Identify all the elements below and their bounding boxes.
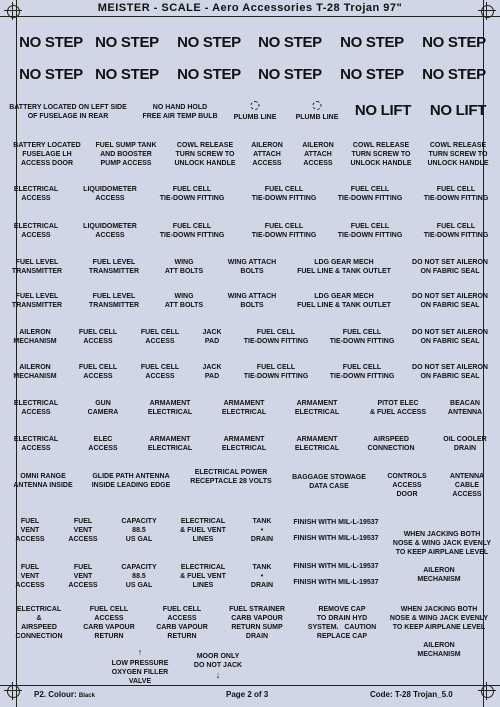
footer-page: Page 2 of 3	[226, 690, 269, 699]
arrow-down-icon: ↓	[215, 670, 221, 680]
fuel-cell-tie-decal: FUEL CELL TIE-DOWN FITTING	[423, 223, 489, 239]
glide-path-decal: GLIDE PATH ANTENNA INSIDE LEADING EDGE	[91, 473, 171, 489]
tank-drain-decal: TANK • DRAIN	[250, 518, 274, 543]
low-pressure-decal: LOW PRESSURE OXYGEN FILLER VALVE	[111, 660, 169, 685]
electrical-access-decal: ELECTRICAL ACCESS	[13, 436, 59, 452]
electrical-access-decal: ELECTRICAL ACCESS	[13, 400, 59, 416]
wing-attach-decal: WING ATTACH BOLTS	[227, 293, 277, 309]
top-border	[0, 16, 500, 17]
no-step-decal: NO STEP	[340, 66, 404, 83]
registration-mark-icon	[478, 682, 496, 700]
omni-range-decal: OMNI RANGE ANTENNA INSIDE	[13, 473, 73, 489]
fuel-sump-decal: FUEL SUMP TANK AND BOOSTER PUMP ACCESS	[95, 142, 157, 167]
plumb-line-decal: PLUMB LINE	[295, 114, 339, 121]
ldg-gear-decal: LDG GEAR MECH FUEL LINE & TANK OUTLET	[297, 259, 391, 275]
battery-decal: BATTERY LOCATED ON LEFT SIDE OF FUSELAGE IN REAR	[9, 104, 127, 120]
capacity-decal: CAPACITY 88.5 US GAL	[121, 518, 157, 543]
fuel-cell-access-decal: FUEL CELL ACCESS	[140, 364, 180, 380]
aileron-mechanism-decal: AILERON MECHANISM	[417, 642, 461, 658]
capacity-decal: CAPACITY 88.5 US GAL	[121, 564, 157, 589]
elec-airspeed-decal: ELECTRICAL & AIRSPEED CONNECTION	[15, 606, 63, 640]
armament-decal: ARMAMENT ELECTRICAL	[147, 436, 193, 452]
no-hand-hold-decal: NO HAND HOLD FREE AIR TEMP BULB	[142, 104, 218, 120]
no-step-decal: NO STEP	[422, 66, 486, 83]
aileron-mechanism-decal: AILERON MECHANISM	[13, 364, 57, 380]
elec-fuel-vent-decal: ELECTRICAL & FUEL VENT LINES	[180, 518, 226, 543]
colour-label: P2. Colour:	[34, 690, 77, 699]
antenna-cable-decal: ANTENNA CABLE ACCESS	[449, 473, 485, 498]
sheet-title: MEISTER - SCALE - Aero Accessories T-28 Trojan 97"	[97, 2, 403, 14]
footer-code: Code: T-28 Trojan_5.0	[370, 690, 453, 699]
wing-attach-decal: WING ATTACH BOLTS	[227, 259, 277, 275]
oil-cooler-decal: OIL COOLER DRAIN	[443, 436, 487, 452]
registration-mark-icon	[4, 682, 22, 700]
no-step-decal: NO STEP	[19, 66, 83, 83]
tank-drain-decal: TANK • DRAIN	[250, 564, 274, 589]
jacking-decal: WHEN JACKING BOTH NOSE & WING JACK EVENLY TO KEEP AIRPLANE LEVEL	[389, 606, 489, 631]
plumb-target-icon	[251, 101, 260, 110]
jack-pad-decal: JACK PAD	[202, 364, 222, 380]
no-step-decal: NO STEP	[19, 34, 83, 51]
fuel-level-decal: FUEL LEVEL TRANSMITTER	[11, 259, 63, 275]
finish-decal: FINISH WITH MIL-L-19537	[293, 519, 379, 526]
baggage-decal: BAGGAGE STOWAGE DATA CASE	[292, 474, 366, 490]
cowl-release-decal: COWL RELEASE TURN SCREW TO UNLOCK HANDLE	[174, 142, 236, 167]
electrical-access-decal: ELECTRICAL ACCESS	[13, 223, 59, 239]
aileron-attach-decal: AILERON ATTACH ACCESS	[302, 142, 334, 167]
registration-mark-icon	[4, 2, 22, 20]
fuel-cell-tie-decal: FUEL CELL TIE-DOWN FITTING	[159, 186, 225, 202]
fuel-vent-decal: FUEL VENT ACCESS	[68, 518, 98, 543]
no-step-decal: NO STEP	[95, 34, 159, 51]
fuel-vent-decal: FUEL VENT ACCESS	[68, 564, 98, 589]
fuel-cell-access-decal: FUEL CELL ACCESS	[78, 364, 118, 380]
fuel-cell-carb-decal: FUEL CELL ACCESS CARB VAPOUR RETURN	[156, 606, 208, 640]
fuel-cell-tie-decal: FUEL CELL TIE-DOWN FITTING	[337, 186, 403, 202]
no-step-decal: NO STEP	[258, 34, 322, 51]
wing-att-decal: WING ATT BOLTS	[164, 293, 204, 309]
fuel-cell-tie-decal: FUEL CELL TIE-DOWN FITTING	[243, 364, 309, 380]
plumb-line-decal: PLUMB LINE	[233, 114, 277, 121]
no-step-decal: NO STEP	[177, 66, 241, 83]
fuel-level-decal: FUEL LEVEL TRANSMITTER	[88, 293, 140, 309]
fuel-vent-decal: FUEL VENT ACCESS	[15, 564, 45, 589]
armament-decal: ARMAMENT ELECTRICAL	[221, 436, 267, 452]
cowl-release-decal: COWL RELEASE TURN SCREW TO UNLOCK HANDLE	[350, 142, 412, 167]
elec-access-decal: ELEC ACCESS	[88, 436, 118, 452]
liquidometer-decal: LIQUIDOMETER ACCESS	[83, 223, 137, 239]
electrical-access-decal: ELECTRICAL ACCESS	[13, 186, 59, 202]
controls-decal: CONTROLS ACCESS DOOR	[387, 473, 427, 498]
elec-power-decal: ELECTRICAL POWER RECEPTACLE 28 VOLTS	[190, 469, 272, 485]
fuel-cell-tie-decal: FUEL CELL TIE-DOWN FITTING	[243, 329, 309, 345]
bottom-border	[0, 685, 500, 686]
remove-cap-decal: REMOVE CAP TO DRAIN HYD SYSTEM. CAUTION REPLACE CAP	[307, 606, 377, 640]
fuel-cell-access-decal: FUEL CELL ACCESS	[78, 329, 118, 345]
elec-fuel-vent-decal: ELECTRICAL & FUEL VENT LINES	[180, 564, 226, 589]
armament-decal: ARMAMENT ELECTRICAL	[147, 400, 193, 416]
aileron-mechanism-decal: AILERON MECHANISM	[13, 329, 57, 345]
jack-pad-decal: JACK PAD	[202, 329, 222, 345]
fuel-cell-tie-decal: FUEL CELL TIE-DOWN FITTING	[251, 186, 317, 202]
fuel-level-decal: FUEL LEVEL TRANSMITTER	[88, 259, 140, 275]
no-step-decal: NO STEP	[177, 34, 241, 51]
fuel-level-decal: FUEL LEVEL TRANSMITTER	[11, 293, 63, 309]
fuel-cell-tie-decal: FUEL CELL TIE-DOWN FITTING	[329, 329, 395, 345]
no-step-decal: NO STEP	[340, 34, 404, 51]
footer-colour	[34, 690, 95, 699]
no-lift-decal: NO LIFT	[429, 102, 487, 119]
battery-access-decal: BATTERY LOCATED FUSELAGE LH ACCESS DOOR	[13, 142, 81, 167]
wing-att-decal: WING ATT BOLTS	[164, 259, 204, 275]
finish-decal: FINISH WITH MIL-L-19537	[293, 579, 379, 586]
do-not-set-decal: DO NOT SET AILERON ON FABRIC SEAL	[412, 259, 488, 275]
do-not-set-decal: DO NOT SET AILERON ON FABRIC SEAL	[412, 364, 488, 380]
gun-camera-decal: GUN CAMERA	[87, 400, 119, 416]
fuel-cell-tie-decal: FUEL CELL TIE-DOWN FITTING	[423, 186, 489, 202]
fuel-cell-tie-decal: FUEL CELL TIE-DOWN FITTING	[329, 364, 395, 380]
colour-value: Black	[78, 693, 95, 699]
aileron-mechanism-decal: AILERON MECHANISM	[417, 567, 461, 583]
plumb-target-icon	[313, 101, 322, 110]
aileron-attach-decal: AILERON ATTACH ACCESS	[251, 142, 283, 167]
finish-decal: FINISH WITH MIL-L-19537	[293, 535, 379, 542]
no-step-decal: NO STEP	[422, 34, 486, 51]
jacking-decal: WHEN JACKING BOTH NOSE & WING JACK EVENLY TO KEEP AIRPLANE LEVEL	[392, 531, 492, 556]
cowl-release-decal: COWL RELEASE TURN SCREW TO UNLOCK HANDLE	[427, 142, 489, 167]
fuel-cell-tie-decal: FUEL CELL TIE-DOWN FITTING	[337, 223, 403, 239]
airspeed-decal: AIRSPEED CONNECTION	[367, 436, 415, 452]
liquidometer-decal: LIQUIDOMETER ACCESS	[83, 186, 137, 202]
no-step-decal: NO STEP	[95, 66, 159, 83]
armament-decal: ARMAMENT ELECTRICAL	[294, 436, 340, 452]
arrow-up-icon: ↑	[137, 647, 143, 657]
no-lift-decal: NO LIFT	[354, 102, 412, 119]
fuel-vent-decal: FUEL VENT ACCESS	[15, 518, 45, 543]
fuel-cell-access-decal: FUEL CELL ACCESS	[140, 329, 180, 345]
do-not-set-decal: DO NOT SET AILERON ON FABRIC SEAL	[412, 329, 488, 345]
fuel-cell-tie-decal: FUEL CELL TIE-DOWN FITTING	[159, 223, 225, 239]
armament-decal: ARMAMENT ELECTRICAL	[221, 400, 267, 416]
fuel-cell-carb-decal: FUEL CELL ACCESS CARB VAPOUR RETURN	[83, 606, 135, 640]
finish-decal: FINISH WITH MIL-L-19537	[293, 563, 379, 570]
beacan-decal: BEACAN ANTENNA	[447, 400, 483, 416]
pitot-decal: PITOT ELEC & FUEL ACCESS	[369, 400, 427, 416]
armament-decal: ARMAMENT ELECTRICAL	[294, 400, 340, 416]
moor-only-decal: MOOR ONLY DO NOT JACK	[193, 653, 243, 669]
fuel-strainer-decal: FUEL STRAINER CARB VAPOUR RETURN SUMP DRAIN	[229, 606, 285, 640]
no-step-decal: NO STEP	[258, 66, 322, 83]
ldg-gear-decal: LDG GEAR MECH FUEL LINE & TANK OUTLET	[297, 293, 391, 309]
fuel-cell-tie-decal: FUEL CELL TIE-DOWN FITTING	[251, 223, 317, 239]
do-not-set-decal: DO NOT SET AILERON ON FABRIC SEAL	[412, 293, 488, 309]
registration-mark-icon	[478, 2, 496, 20]
